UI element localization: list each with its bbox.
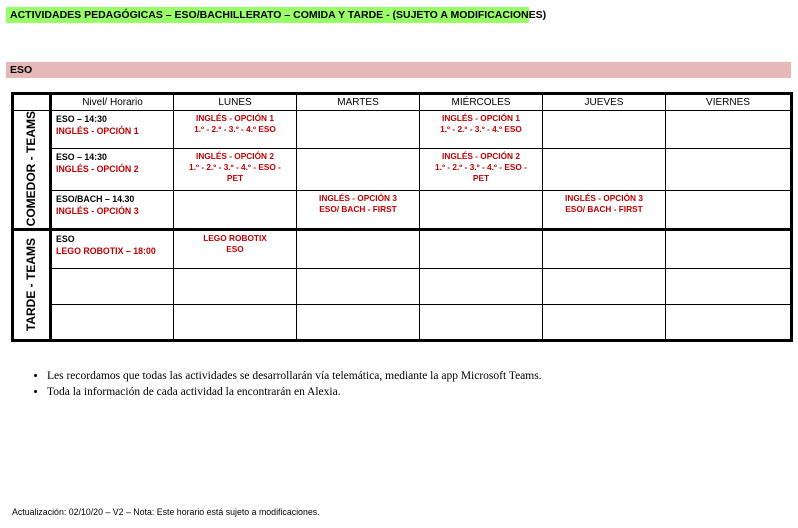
nivel-time: ESO – 14:30 bbox=[56, 114, 107, 124]
activity-cell: INGLÉS - OPCIÓN 2 1.º - 2.º - 3.º - 4.º - ESO - PET bbox=[174, 149, 297, 191]
activity-cell bbox=[420, 230, 543, 269]
activity-cell bbox=[666, 230, 792, 269]
column-header: LUNES bbox=[174, 94, 297, 111]
nivel-time: ESO bbox=[56, 234, 75, 245]
activity-cell bbox=[297, 269, 420, 305]
activity-cell bbox=[420, 305, 543, 341]
activity-cell bbox=[543, 230, 666, 269]
table-row bbox=[13, 190, 792, 229]
activity-cell bbox=[543, 111, 666, 149]
activity-cell bbox=[174, 190, 297, 229]
activity-cell bbox=[420, 269, 543, 305]
activity-cell: INGLÉS - OPCIÓN 3 ESO/ BACH - FIRST bbox=[297, 190, 420, 229]
table-row bbox=[13, 269, 792, 305]
table-row bbox=[13, 230, 792, 269]
table-row bbox=[13, 111, 792, 149]
schedule-table bbox=[11, 92, 793, 342]
nivel-cell bbox=[51, 149, 174, 191]
section-header: ESO bbox=[6, 62, 791, 78]
nivel-time: ESO/BACH – 14.30 bbox=[56, 193, 135, 204]
nivel-cell bbox=[51, 305, 174, 341]
nivel-activity: LEGO ROBOTIX – 18:00 bbox=[56, 246, 156, 257]
document-title: ACTIVIDADES PEDAGÓGICAS – ESO/BACHILLERATO – COMIDA Y TARDE - (SUJETO A MODIFICACIONES) bbox=[6, 7, 529, 23]
activity-cell: INGLÉS - OPCIÓN 2 1.º - 2.º - 3.º - 4.º - ESO - PET bbox=[420, 149, 543, 191]
activity-cell bbox=[297, 230, 420, 269]
nivel-cell bbox=[51, 190, 174, 229]
nivel-activity: INGLÉS - OPCIÓN 1 bbox=[56, 126, 139, 136]
activity-cell: INGLÉS - OPCIÓN 1 1.º - 2.º - 3.º - 4.º ESO bbox=[420, 111, 543, 149]
activity-cell bbox=[174, 269, 297, 305]
nivel-activity: INGLÉS - OPCIÓN 2 bbox=[56, 164, 139, 175]
nivel-cell bbox=[51, 230, 174, 269]
nivel-time: ESO – 14:30 bbox=[56, 152, 107, 163]
table-row bbox=[13, 149, 792, 191]
column-header: VIERNES bbox=[666, 94, 792, 111]
notes-list bbox=[25, 368, 747, 400]
note-item: • Toda la información de cada actividad la encontrarán en Alexia. bbox=[47, 384, 747, 400]
activity-cell bbox=[297, 149, 420, 191]
activity-cell bbox=[543, 269, 666, 305]
activity-cell bbox=[666, 111, 792, 149]
activity-cell bbox=[543, 305, 666, 341]
activity-cell bbox=[666, 149, 792, 191]
table-header-row bbox=[13, 94, 792, 111]
table-row bbox=[13, 305, 792, 341]
column-header: Nivel/ Horario bbox=[51, 94, 174, 111]
note-item: • Les recordamos que todas las actividades se desarrollarán vía telemática, mediante la app Microsoft Teams. bbox=[47, 368, 747, 384]
activity-cell bbox=[666, 269, 792, 305]
footer-note: Actualización: 02/10/20 – V2 – Nota: Este horario está sujeto a modificaciones. bbox=[12, 507, 320, 517]
activity-cell bbox=[297, 305, 420, 341]
nivel-activity: INGLÉS - OPCIÓN 3 bbox=[56, 205, 139, 216]
activity-cell bbox=[174, 305, 297, 341]
group-label-text: TARDE - TEAMS bbox=[24, 237, 38, 331]
column-header: MIÉRCOLES bbox=[420, 94, 543, 111]
activity-cell: INGLÉS - OPCIÓN 3 ESO/ BACH - FIRST bbox=[543, 190, 666, 229]
activity-cell: INGLÉS - OPCIÓN 1 1.º - 2.º - 3.º - 4.º ESO bbox=[174, 111, 297, 149]
nivel-cell bbox=[51, 111, 174, 149]
activity-cell bbox=[666, 305, 792, 341]
activity-cell bbox=[297, 111, 420, 149]
group-label-tarde bbox=[13, 230, 51, 341]
nivel-cell bbox=[51, 269, 174, 305]
column-header: MARTES bbox=[297, 94, 420, 111]
corner-cell bbox=[13, 94, 51, 111]
activity-cell bbox=[420, 190, 543, 229]
activity-cell: LEGO ROBOTIX ESO bbox=[174, 230, 297, 269]
group-label-comedor bbox=[13, 111, 51, 230]
activity-cell bbox=[666, 190, 792, 229]
group-label-text: COMEDOR - TEAMS bbox=[24, 111, 38, 227]
column-header: JUEVES bbox=[543, 94, 666, 111]
activity-cell bbox=[543, 149, 666, 191]
